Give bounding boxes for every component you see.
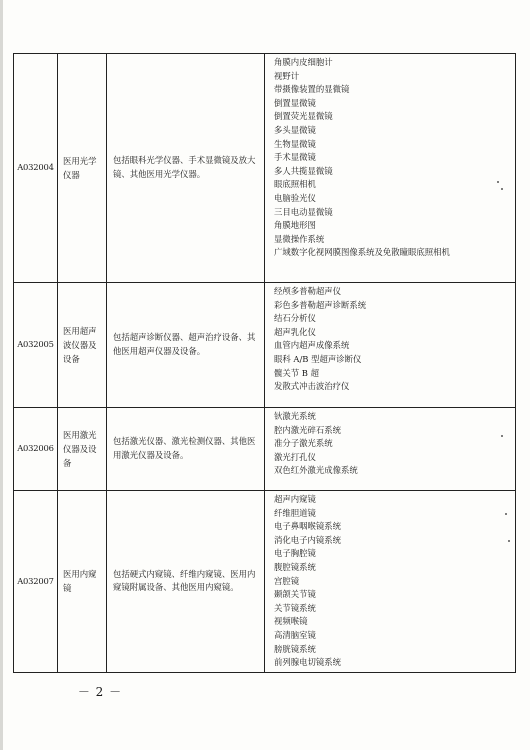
list-item: 生物显微镜	[274, 138, 316, 149]
list-item: 腹腔镜系统	[274, 561, 316, 572]
list-item: 多人共揽显微镜	[274, 165, 333, 176]
item-list	[265, 408, 516, 491]
list-item: 激光打孔仪	[274, 451, 316, 462]
category-description: 包括超声诊断仪器、超声治疗设备、其他医用超声仪器及设备。	[107, 283, 265, 408]
scan-speck	[505, 513, 507, 515]
category-code: A032005	[14, 283, 58, 408]
list-item: 准分子激光系统	[274, 438, 333, 449]
list-item: 血管内超声成像系统	[274, 340, 350, 351]
list-item: 角膜内皮细胞计	[274, 57, 333, 67]
list-item: 消化电子内镜系统	[274, 534, 341, 545]
table-row	[14, 491, 516, 673]
list-item: 倒置显微镜	[274, 97, 316, 108]
list-item: 多头显微镜	[274, 124, 316, 135]
list-item: 结石分析仪	[274, 313, 316, 324]
page-number: － 2 －	[77, 685, 123, 699]
list-item: 宫腔镜	[274, 575, 300, 586]
list-item: 倒置荧光显微镜	[274, 111, 333, 122]
table-row	[14, 283, 516, 408]
list-item: 角膜地形图	[274, 220, 316, 231]
list-item: 眼科 A/B 型超声诊断仪	[274, 353, 362, 364]
category-code: A032006	[14, 408, 58, 491]
list-item: 高清脑室镜	[274, 629, 316, 640]
catalog-table	[13, 53, 516, 673]
list-item: 前列腺电切镜系统	[274, 657, 341, 668]
list-item: 彩色多普勒超声诊断系统	[274, 299, 367, 310]
list-item: 视频喉镜	[274, 616, 308, 627]
category-description: 包括眼科光学仪器、手术显微镜及放大镜、其他医用光学仪器。	[107, 54, 265, 283]
list-item: 纤维胆道镜	[274, 507, 316, 518]
item-list	[265, 54, 516, 283]
list-item: 带摄像装置的显微镜	[274, 84, 350, 95]
table-row	[14, 408, 516, 491]
category-description: 包括硬式内窥镜、纤维内窥镜、医用内窥镜附属设备、其他医用内窥镜。	[107, 491, 265, 673]
scan-edge	[0, 0, 3, 750]
list-item: 关节镜系统	[274, 602, 316, 613]
list-item: 发散式冲击波治疗仪	[274, 381, 350, 392]
list-item: 电脑验光仪	[274, 192, 316, 203]
list-item: 钬激光系统	[274, 411, 316, 421]
list-item: 视野计	[274, 70, 300, 81]
list-item: 腔内激光碎石系统	[274, 424, 341, 435]
scan-speck	[501, 188, 503, 190]
catalog-table-body	[14, 54, 516, 673]
item-list	[265, 491, 516, 673]
scan-speck	[508, 540, 510, 542]
list-item: 电子鼻咽喉镜系统	[274, 521, 341, 532]
list-item: 眼底照相机	[274, 179, 316, 190]
list-item: 显微操作系统	[274, 233, 325, 244]
list-item: 三目电动显微镜	[274, 206, 333, 217]
scan-speck	[497, 181, 499, 183]
category-name: 医用光学仪器	[58, 54, 107, 283]
list-item: 超声内窥镜	[274, 494, 316, 504]
scan-speck	[501, 435, 503, 437]
list-item: 颞颌关节镜	[274, 589, 316, 600]
category-name: 医用激光仪器及设备	[58, 408, 107, 491]
list-item: 髋关节 B 超	[274, 367, 319, 378]
category-code: A032004	[14, 54, 58, 283]
list-item: 超声乳化仪	[274, 326, 316, 337]
list-item: 广域数字化视网膜图像系统及免散瞳眼底照相机	[274, 247, 450, 258]
list-item: 电子胸腔镜	[274, 548, 316, 559]
category-description: 包括激光仪器、激光检测仪器、其他医用激光仪器及设备。	[107, 408, 265, 491]
category-name: 医用超声波仪器及设备	[58, 283, 107, 408]
list-item: 手术显微镜	[274, 152, 316, 163]
list-item: 双色红外激光成像系统	[274, 465, 358, 476]
item-list	[265, 283, 516, 408]
list-item: 经颅多普勒超声仪	[274, 286, 341, 296]
category-name: 医用内窥镜	[58, 491, 107, 673]
category-code: A032007	[14, 491, 58, 673]
table-row	[14, 54, 516, 283]
list-item: 膀胱镜系统	[274, 643, 316, 654]
